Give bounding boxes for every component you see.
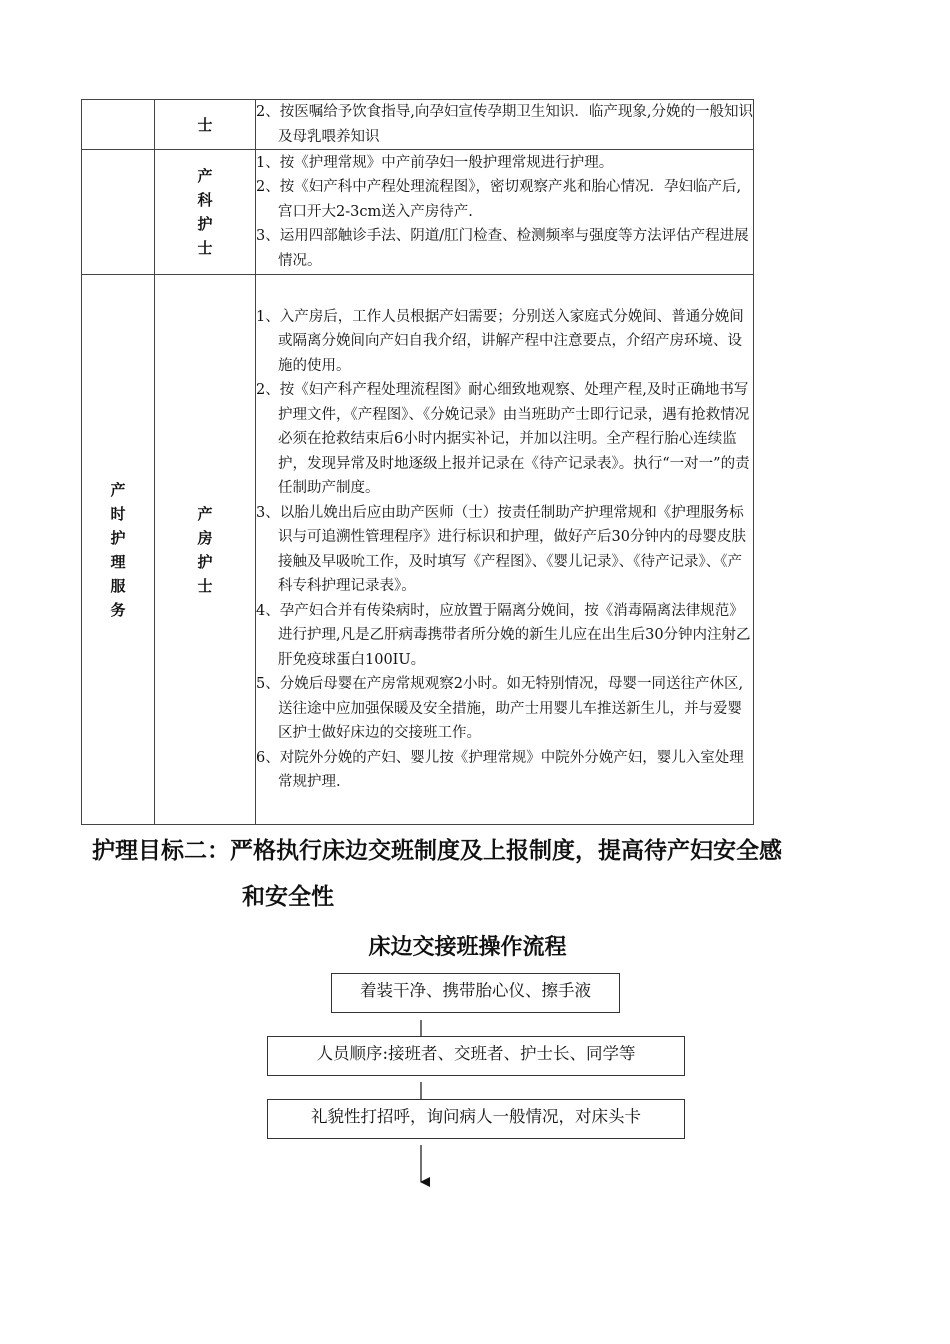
vertical-char: 士 <box>197 576 213 595</box>
vertical-char: 理 <box>110 552 126 571</box>
duty-item: 2、按《妇产科中产程处理流程图》，密切观察产兆和胎心情况．孕妇临产后,宫口开大2-3cm送入产房待产. <box>256 179 742 220</box>
heading-line-2: 和安全性 <box>242 884 334 910</box>
vertical-char: 护 <box>110 528 126 547</box>
duty-item: 1、入产房后，工作人员根据产妇需要；分别送入家庭式分娩间、普通分娩间或隔离分娩间向产妇自我介绍，讲解产程中注意要点，介绍产房环境、设施的使用。 <box>256 308 744 374</box>
vertical-char: 士 <box>197 239 213 257</box>
duty-item: 2、按医嘱给予饮食指导,向孕妇宣传孕期卫生知识．临产现象,分娩的一般知识及母乳喂养知识 <box>256 104 753 145</box>
duty-item: 5、分娩后母婴在产房常规观察2小时。如无特别情况，母婴一同送往产休区,送往途中应加强保暖及安全措施，助产士用婴儿车推送新生儿，并与爱婴区护士做好床边的交接班工作。 <box>256 676 744 741</box>
vertical-char: 护 <box>197 552 213 571</box>
vertical-char: 产 <box>110 480 126 499</box>
vertical-char: 务 <box>110 600 126 619</box>
flow-step-box: 着装干净、携带胎心仪、擦手液 <box>331 973 620 1013</box>
vertical-char: 房 <box>197 528 213 547</box>
flow-step-box: 礼貌性打招呼，询问病人一般情况，对床头卡 <box>267 1099 685 1139</box>
duty-item: 4、孕产妇合并有传染病时，应放置于隔离分娩间，按《消毒隔离法律规范》进行护理,凡是乙肝病毒携带者所分娩的新生儿应在出生后30分钟内注射乙肝免疫球蛋白100IU。 <box>256 602 751 668</box>
vertical-char: 护 <box>197 215 213 233</box>
vertical-char: 科 <box>197 191 213 209</box>
vertical-char: 产 <box>197 504 213 523</box>
role-label: 士 <box>197 115 213 134</box>
duty-item: 6、对院外分娩的产妇、婴儿按《护理常规》中院外分娩产妇，婴儿入室处理常规护理. <box>256 749 744 790</box>
duty-item: 1、按《护理常规》中产前孕妇一般护理常规进行护理。 <box>256 154 614 171</box>
duty-item: 3、以胎儿娩出后应由助产医师（士）按责任制助产护理常规和《护理服务标识与可追溯性管理程序》进行标识和护理，做好产后30分钟内的母婴皮肤接触及早吸吮工作，及时填写《产程图》、《婴儿记录》、《待产记录》、《产科专科护理记录表》。 <box>256 504 746 594</box>
vertical-char: 时 <box>110 504 126 523</box>
duty-item: 2、按《妇产科产程处理流程图》耐心细致地观察、处理产程,及时正确地书写护理文件，《产程图》、《分娩记录》由当班助产士即行记录，遇有抢救情况必须在抢救结束后6小时内据实补记，并加以注明。全产程行胎心连续监护，发现异常及时地逐级上报并记录在《待产记录表》。执行“一对一”的责任制助产制度。 <box>256 382 750 496</box>
vertical-char: 产 <box>197 167 213 185</box>
heading-line-1: 护理目标二：严格执行床边交班制度及上报制度，提高待产妇安全感 <box>92 838 782 864</box>
vertical-char: 服 <box>110 576 126 595</box>
duty-item: 3、运用四部触诊手法、阴道/肛门检查、检测频率与强度等方法评估产程进展情况。 <box>256 228 749 269</box>
flow-step-box: 人员顺序:接班者、交班者、护士长、同学等 <box>267 1036 685 1076</box>
flowchart-title: 床边交接班操作流程 <box>368 935 567 960</box>
